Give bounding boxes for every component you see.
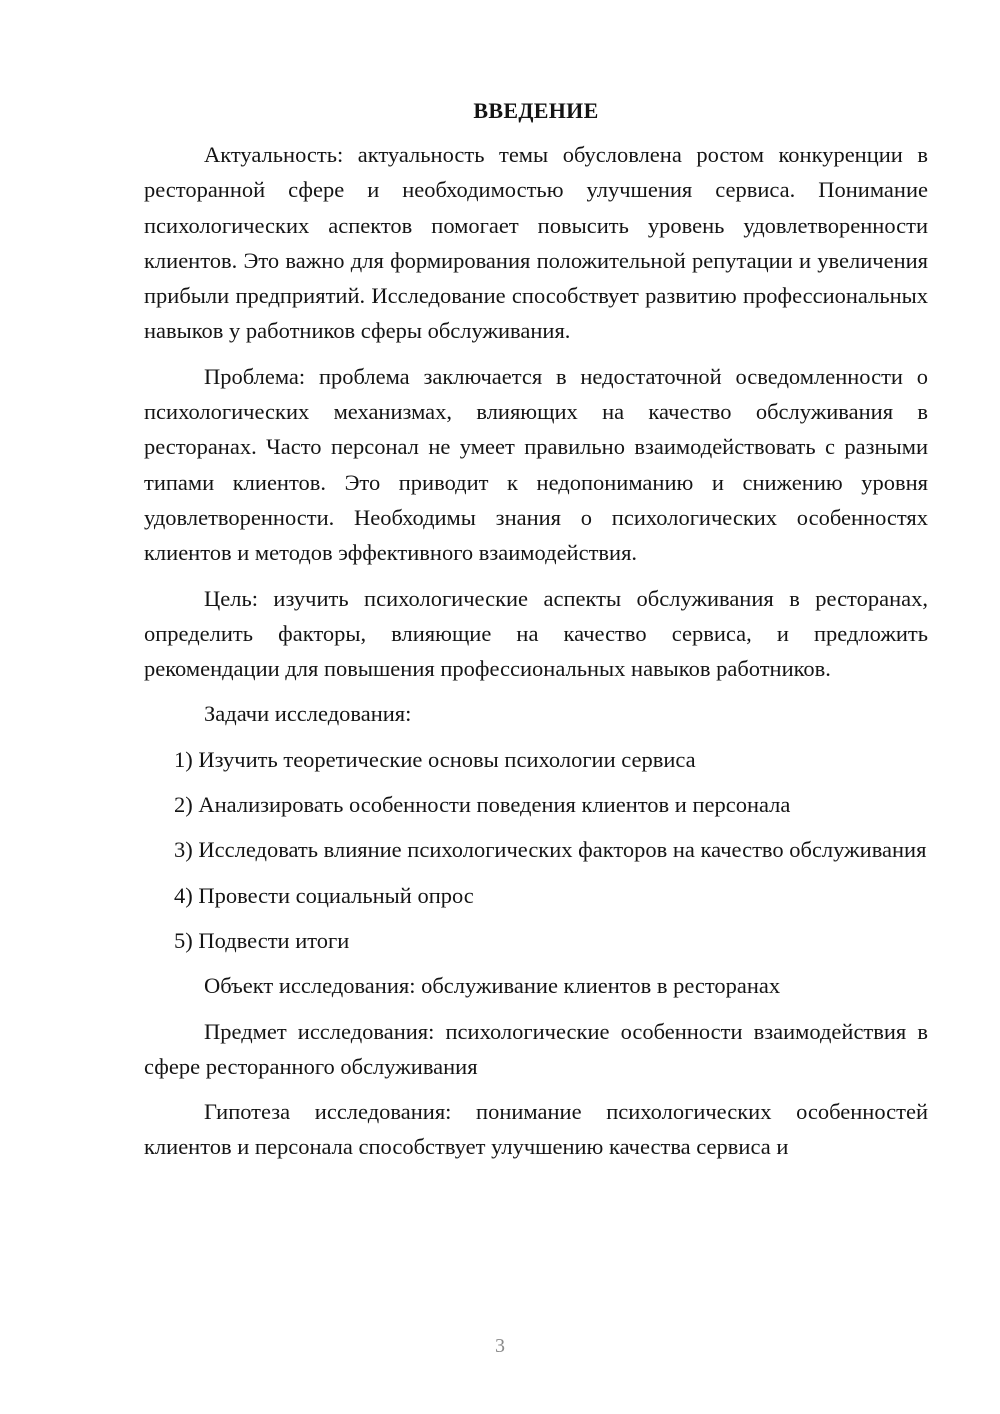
object-paragraph: Объект исследования: обслуживание клиентов в ресторанах [204, 973, 781, 999]
section-title: ВВЕДЕНИЕ [473, 98, 599, 123]
problem-paragraph: Проблема: проблема заключается в недостаточной осведомленности о психологических механизмах, влияющих на качество обслуживания в ресторанах. Часто персонал не умеет правильно взаимодействовать с разными типами клиентов. Это приводит к недопониманию и снижению уровня удовлетворенности. Необходимы знания о психологических особенностях клиентов и методов эффективного взаимодействия. [144, 363, 928, 566]
task-item-1: 1) Изучить теоретические основы психологии сервиса [174, 746, 696, 772]
relevance-paragraph: Актуальность: актуальность темы обусловлена ростом конкуренции в ресторанной сфере и необходимостью улучшения сервиса. Понимание психологических аспектов помогает повысить уровень удовлетворенности клиентов. Это важно для формирования положительной репутации и увеличения прибыли предприятий. Исследование способствует развитию профессиональных навыков у работников сферы обслуживания. [144, 142, 928, 344]
task-item-2: 2) Анализировать особенности поведения клиентов и персонала [174, 792, 791, 818]
goal-paragraph: Цель: изучить психологические аспекты обслуживания в ресторанах, определить факторы, влияющие на качество сервиса, и предложить рекомендации для повышения профессиональных навыков работников. [144, 585, 928, 682]
subject-paragraph: Предмет исследования: психологические особенности взаимодействия в сфере ресторанного обслуживания [144, 1018, 928, 1079]
page-content [144, 95, 928, 1175]
tasks-heading: Задачи исследования: [204, 701, 412, 727]
task-item-3: 3) Исследовать влияние психологических факторов на качество обслуживания [174, 837, 927, 863]
task-item-5: 5) Подвести итоги [174, 927, 350, 953]
page-number: 3 [495, 1335, 505, 1357]
task-item-4: 4) Провести социальный опрос [174, 882, 474, 908]
hypothesis-paragraph: Гипотеза исследования: понимание психологических особенностей клиентов и персонала способствует улучшению качества сервиса и [144, 1099, 928, 1160]
